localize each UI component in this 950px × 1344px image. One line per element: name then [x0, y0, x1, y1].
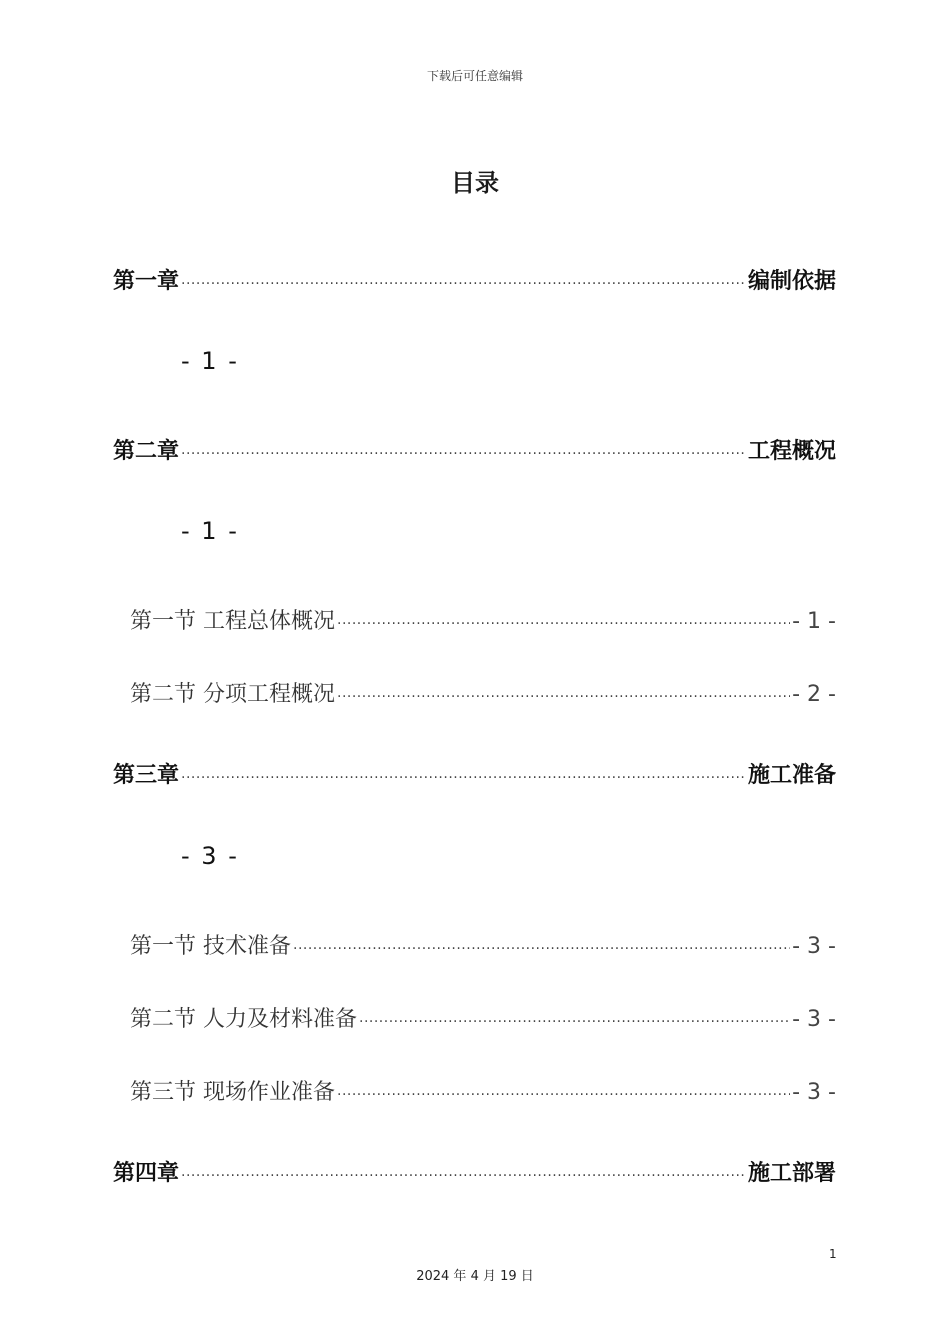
toc-section-2-1[interactable] [130, 602, 836, 635]
toc-section-3-1[interactable] [130, 927, 836, 960]
toc-chapter-3[interactable] [113, 756, 836, 789]
section-page-number: - 1 - [792, 609, 836, 635]
dot-leader [337, 675, 790, 701]
chapter-title: 施工准备 [747, 763, 836, 789]
section-page-number: - 3 - [792, 1080, 836, 1106]
page-header: 下载后可任意编辑 [426, 69, 523, 83]
toc-chapter-4[interactable] [113, 1154, 836, 1187]
toc-section-3-3[interactable] [130, 1073, 836, 1106]
toc-title: 目录 [451, 169, 499, 197]
dot-leader [337, 602, 790, 628]
section-label: 第一节 技术准备 [130, 934, 291, 960]
dot-leader [181, 756, 746, 782]
section-page-number: - 2 - [792, 682, 836, 708]
chapter-label: 第四章 [113, 1161, 180, 1187]
toc-section-3-2[interactable] [130, 1000, 836, 1033]
dot-leader [337, 1073, 790, 1099]
section-label: 第一节 工程总体概况 [130, 609, 335, 635]
chapter-title: 编制依据 [747, 269, 836, 295]
dot-leader [181, 432, 746, 458]
section-label: 第三节 现场作业准备 [130, 1080, 335, 1106]
section-page-number: - 3 - [792, 1007, 836, 1033]
footer-page-number: 1 [829, 1247, 837, 1261]
dot-leader [359, 1000, 790, 1026]
chapter-title: 工程概况 [747, 439, 836, 465]
chapter-page-number: - 1 - [181, 517, 239, 545]
toc-section-2-2[interactable] [130, 675, 836, 708]
chapter-page-number: - 1 - [181, 347, 239, 375]
chapter-label: 第三章 [113, 763, 180, 789]
toc-chapter-2[interactable] [113, 432, 836, 465]
section-page-number: - 3 - [792, 934, 836, 960]
section-label: 第二节 分项工程概况 [130, 682, 335, 708]
chapter-title: 施工部署 [747, 1161, 836, 1187]
chapter-page-number: - 3 - [181, 842, 239, 870]
footer-date: 2024 年 4 月 19 日 [416, 1269, 534, 1284]
dot-leader [293, 927, 790, 953]
toc-chapter-1[interactable] [113, 262, 836, 295]
chapter-label: 第二章 [113, 439, 180, 465]
dot-leader [181, 262, 746, 288]
chapter-label: 第一章 [113, 269, 180, 295]
section-label: 第二节 人力及材料准备 [130, 1007, 357, 1033]
dot-leader [181, 1154, 746, 1180]
